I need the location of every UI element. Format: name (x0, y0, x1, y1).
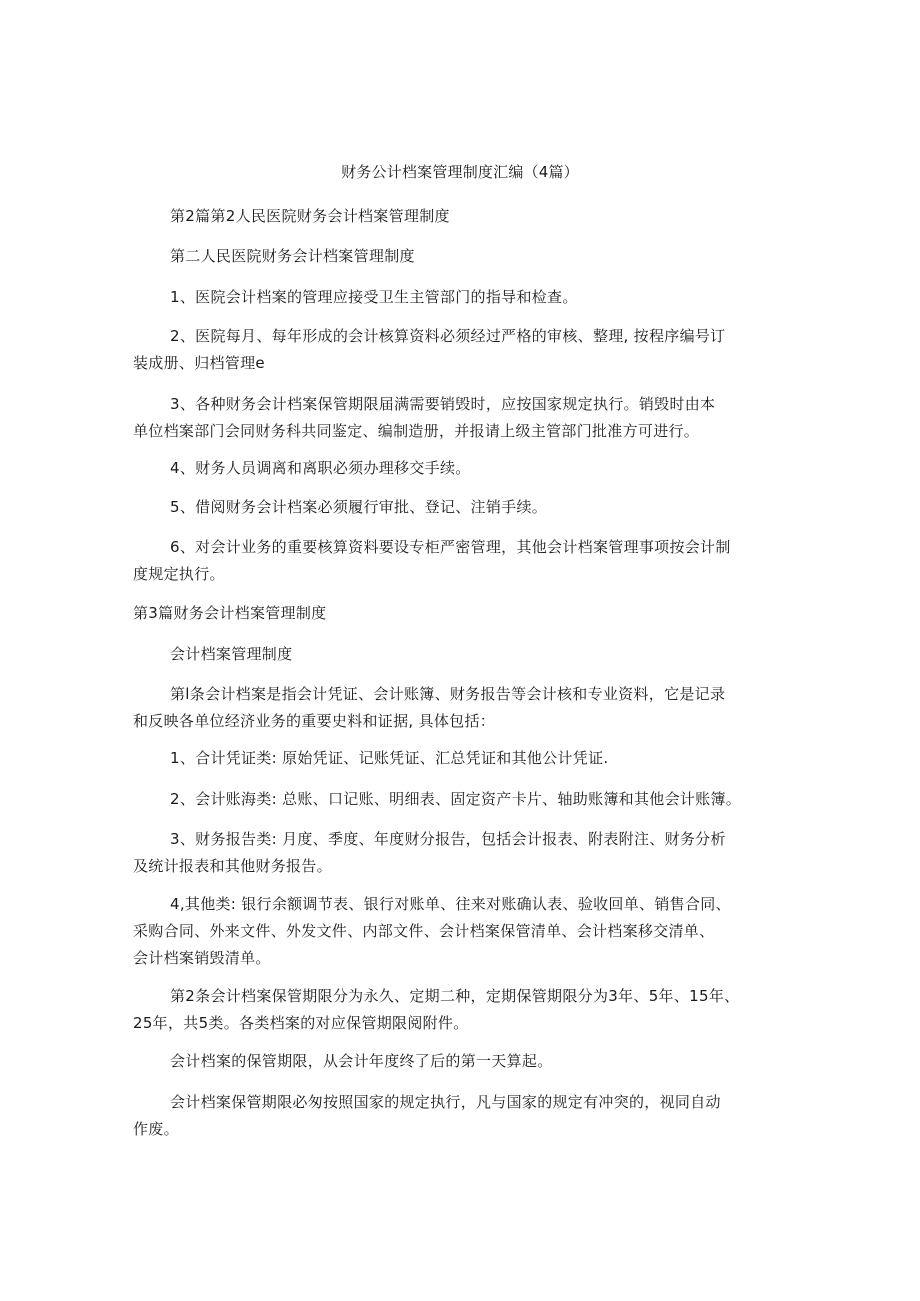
subsection-heading (133, 641, 793, 668)
text-line: 5、借阅财务会计档案必须履行审批、登记、注销手续。 (170, 498, 548, 516)
text-line: 第3篇财务会计档案管理制度 (133, 604, 327, 622)
text-line: 第2篇第2人民医院财务会计档案管理制度 (170, 207, 450, 225)
article-2 (133, 983, 793, 1037)
text-line: 3、财务报告类: 月度、季度、年度财分报告，包括会计报表、附表附注、财务分析 (170, 830, 726, 848)
text-line: 第l条会计档案是指会计凭证、会计账簿、财务报告等会计核和专业资料，它是记录 (170, 685, 726, 703)
text-line: 会计档案保管期限必匆按照国家的规定执行，凡与国家的规定有冲突的，视同自动 (170, 1093, 721, 1111)
text-line: 及统计报表和其他财务报告。 (133, 857, 332, 875)
list-item-2 (133, 786, 793, 813)
paragraph-retention-start (133, 1048, 793, 1075)
section-heading-2 (133, 203, 793, 230)
text-line: 会计档案的保管期限，从会计年度终了后的第一天算起。 (170, 1052, 553, 1070)
text-line: 2、医院每月、每年形成的会计核算资料必须经过严格的审核、整理, 按程序编号订 (170, 327, 726, 345)
text-line: 采购合同、外来文件、外发文件、内部文件、会计档案保管清单、会计档案移交清单、 (133, 922, 715, 940)
list-item-3 (133, 826, 793, 880)
text-line: 会计档案管理制度 (170, 645, 293, 663)
paragraph-item-5 (133, 494, 793, 521)
article-1 (133, 681, 793, 735)
text-line: 单位档案部门会同财务科共同鉴定、编制造册，并报请上级主管部门批准方可进行。 (133, 422, 700, 440)
text-line: 4,其他类: 银行余额调节表、银行对账单、往来对账确认表、验收回单、销售合同、 (170, 895, 731, 913)
paragraph-item-2 (133, 323, 793, 377)
text-line: 第二人民医院财务会计档案管理制度 (170, 247, 415, 265)
paragraph-item-4 (133, 455, 793, 482)
list-item-1 (133, 745, 793, 772)
paragraph-retention-rule (133, 1089, 793, 1143)
text-line: 6、对会计业务的重要核算资料要设专柜严密管理，其他会计档案管理事项按会计制 (170, 538, 731, 556)
text-line: 装成册、归档管理e (133, 354, 265, 372)
paragraph-item-6 (133, 534, 793, 588)
paragraph-item-1 (133, 284, 793, 311)
list-item-4 (133, 891, 793, 972)
text-line: 4、财务人员调离和离职必须办理移交手续。 (170, 459, 471, 477)
paragraph-item-3 (133, 391, 793, 445)
subsection-heading (133, 243, 793, 270)
text-line: 第2条会计档案保管期限分为永久、定期二种，定期保管期限分为3年、5年、15年、 (170, 987, 740, 1005)
text-line: 3、各种财务会计档案保管期限届满需要销毁时，应按国家规定执行。销毁时由本 (170, 395, 716, 413)
text-line: 1、合计凭证类: 原始凭证、记账凭证、汇总凭证和其他公计凭证. (170, 749, 609, 767)
text-line: 2、会计账海类: 总账、口记账、明细表、固定资产卡片、轴助账簿和其他会计账簿。 (170, 790, 742, 808)
text-line: 1、医院会计档案的管理应接受卫生主管部门的指导和检查。 (170, 288, 578, 306)
text-line: 会计档案销毁清单。 (133, 949, 271, 967)
section-heading-3 (133, 600, 793, 627)
text-line: 作废。 (133, 1120, 179, 1138)
document-title: 财务公计档案管理制度汇编（4篇） (341, 163, 579, 181)
text-line: 度规定执行。 (133, 565, 225, 583)
text-line: 25年，共5类。各类档案的对应保管期限阅附件。 (133, 1014, 469, 1032)
text-line: 和反映各单位经济业务的重要史料和证据, 具体包括： (133, 712, 496, 730)
